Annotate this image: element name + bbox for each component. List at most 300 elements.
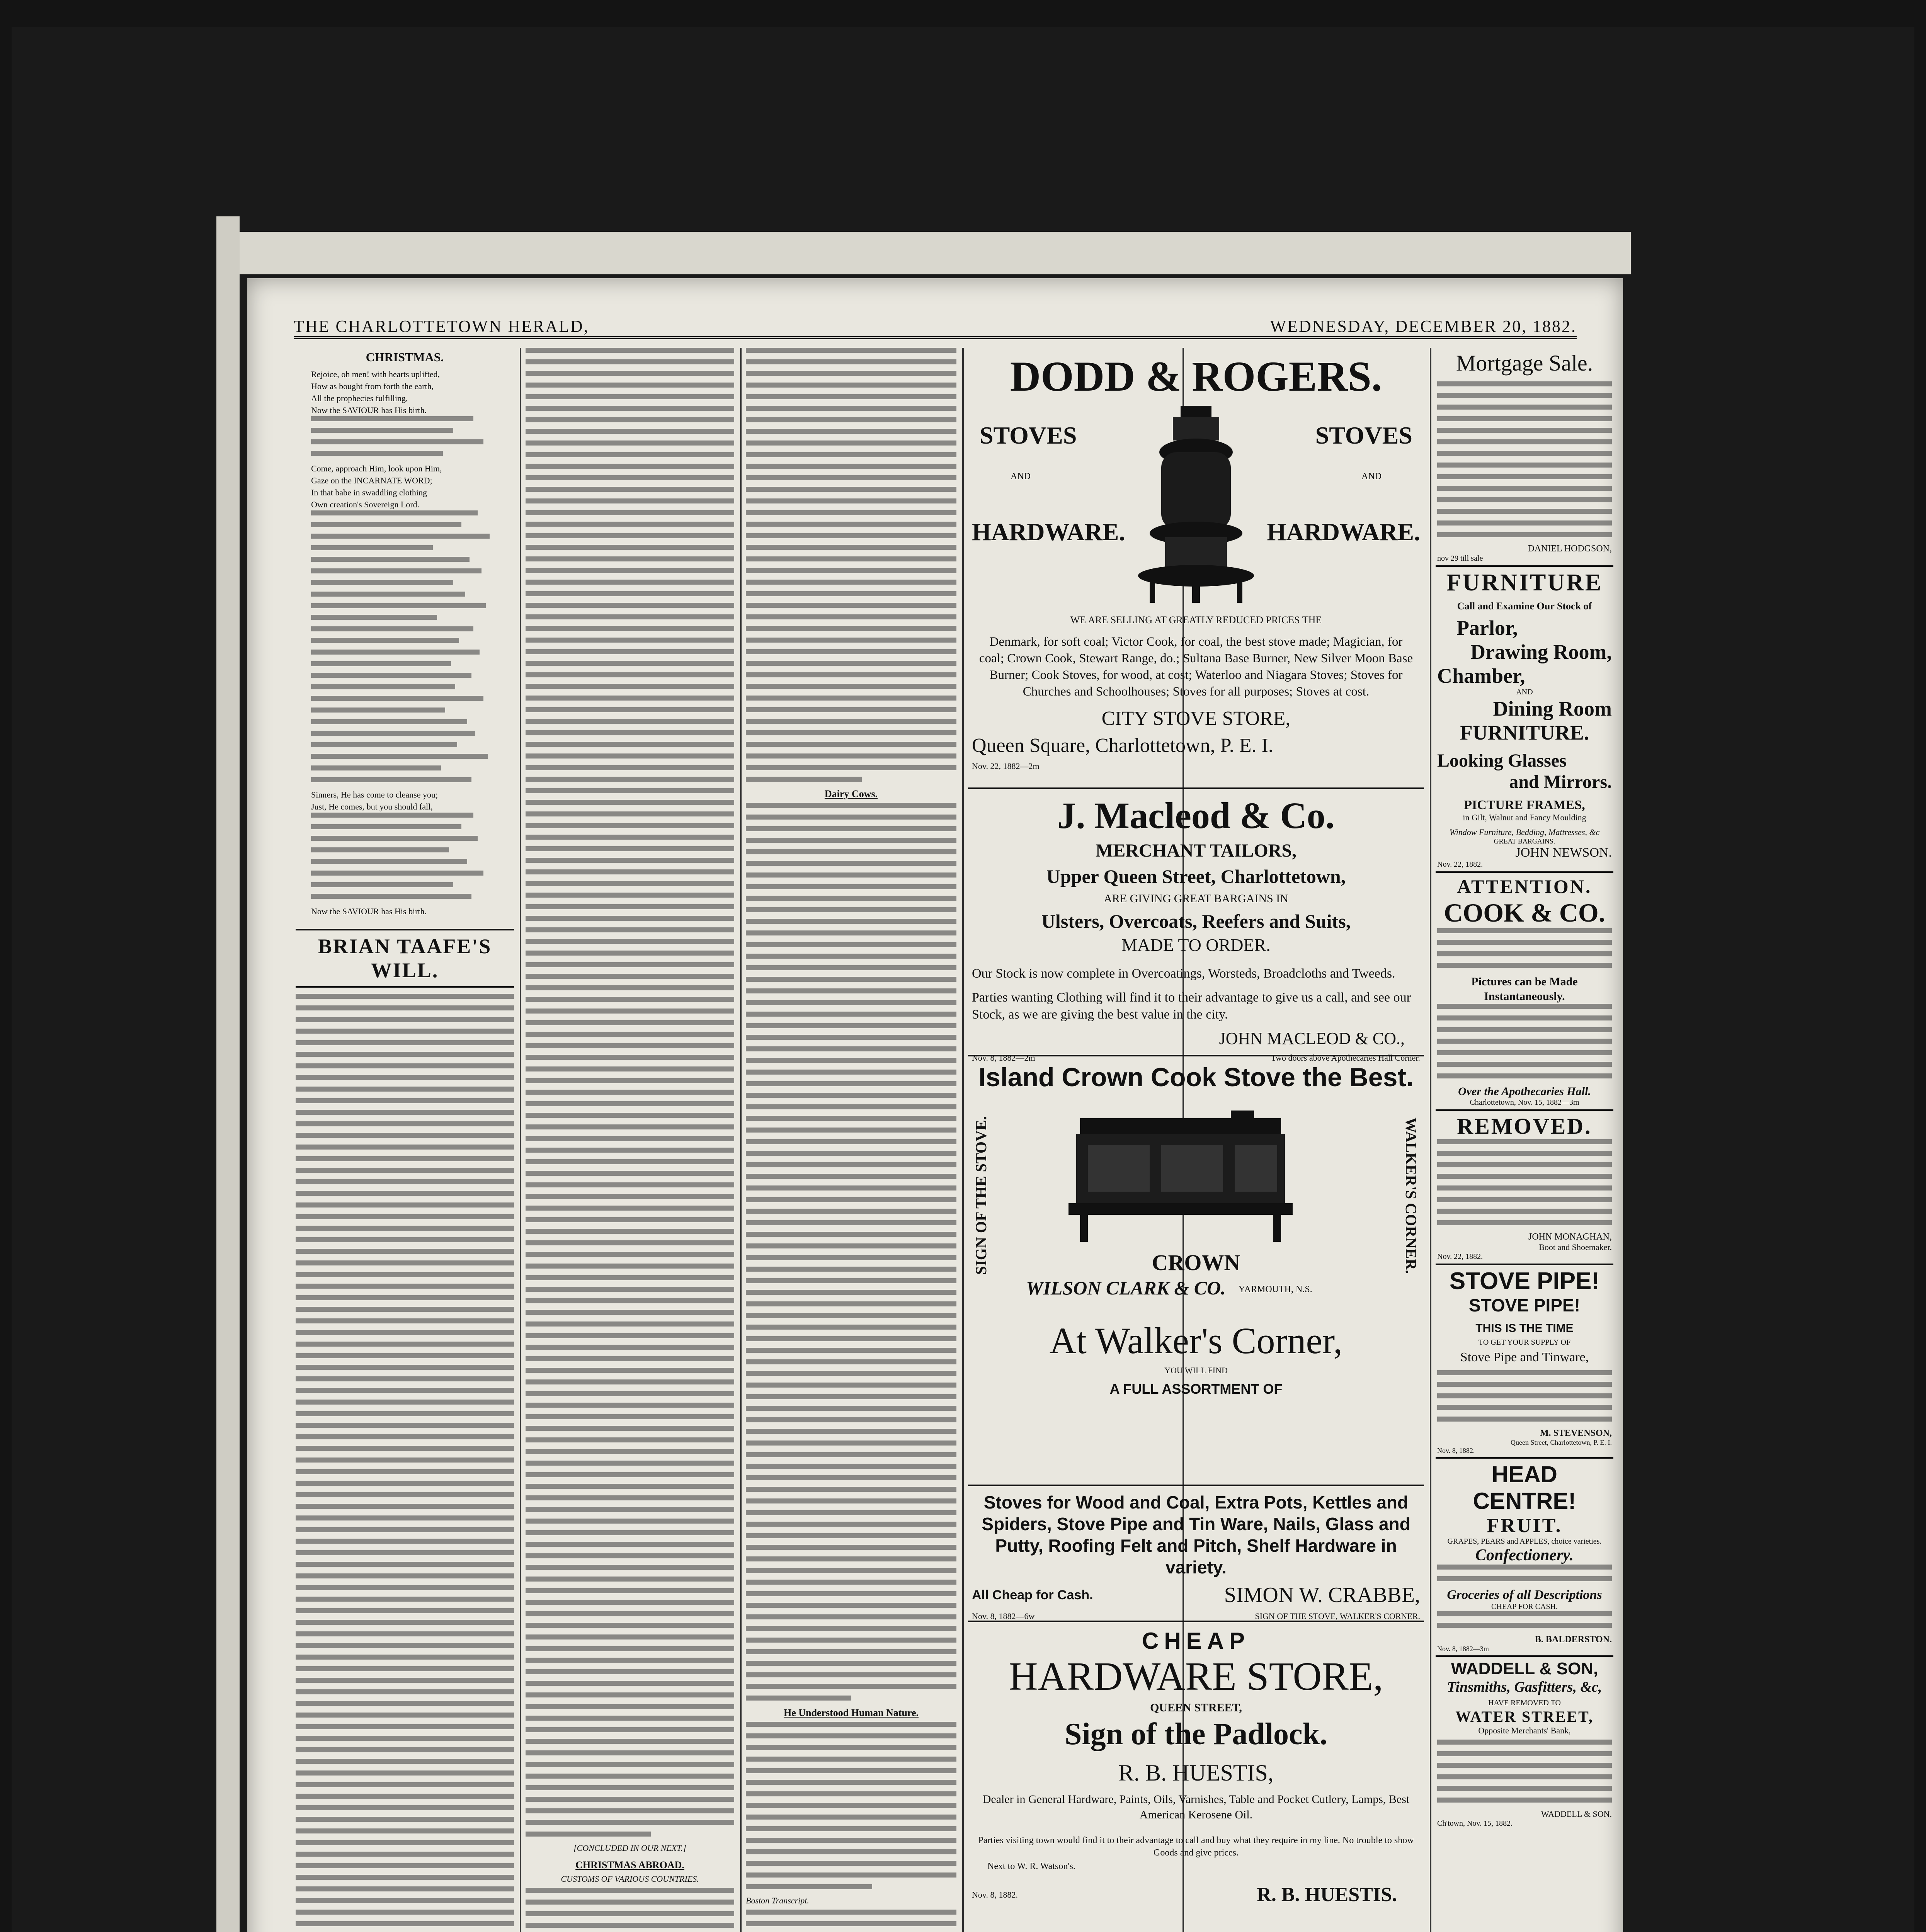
ad-side-right: WALKER'S CORNER. xyxy=(1402,1117,1420,1274)
text-line xyxy=(746,1139,956,1144)
text-line xyxy=(1437,1611,1612,1616)
text-line xyxy=(746,1921,956,1926)
text-line xyxy=(526,777,734,782)
text-line xyxy=(526,1403,734,1408)
article-credit: Boston Transcript. xyxy=(746,1896,809,1905)
text-line xyxy=(526,1159,734,1164)
ad-hardware-left: HARDWARE. xyxy=(972,518,1125,546)
text-line xyxy=(296,1794,514,1799)
poem-line: Rejoice, oh men! with hearts uplifted, xyxy=(311,369,440,379)
text-line xyxy=(296,1736,514,1741)
text-line xyxy=(311,603,486,608)
text-line xyxy=(526,1484,734,1489)
text-line xyxy=(296,1504,514,1509)
text-line xyxy=(526,1368,734,1373)
text-line xyxy=(526,1229,734,1234)
stove-place: YARMOUTH, N.S. xyxy=(1239,1284,1312,1294)
ad-giving: ARE GIVING GREAT BARGAINS IN xyxy=(1104,892,1288,905)
text-line xyxy=(1437,1151,1612,1156)
text-line xyxy=(746,1464,956,1469)
text-line xyxy=(311,847,449,852)
text-line xyxy=(526,522,734,527)
text-line xyxy=(526,614,734,619)
text-line xyxy=(526,846,734,851)
text-line xyxy=(296,1852,514,1857)
text-line xyxy=(526,811,734,816)
text-line xyxy=(526,1264,734,1269)
text-line xyxy=(311,534,490,539)
text-line xyxy=(296,1272,514,1277)
text-line xyxy=(526,684,734,689)
text-line xyxy=(746,1487,956,1492)
text-line xyxy=(746,603,956,608)
text-line xyxy=(746,498,956,503)
text-line xyxy=(746,1185,956,1190)
text-line xyxy=(296,1237,514,1242)
text-line xyxy=(311,545,433,550)
text-line xyxy=(746,1000,956,1005)
text-line xyxy=(296,1898,514,1903)
ad-and-right: AND xyxy=(1361,471,1382,481)
text-line xyxy=(526,487,734,492)
text-line xyxy=(526,672,734,677)
text-line xyxy=(526,719,734,724)
ad-note: Parties visiting town would find it to their advantage to call and buy what they require in my line. No trouble to show Goods and give prices. xyxy=(978,1835,1414,1858)
ad-made: MADE TO ORDER. xyxy=(1121,935,1271,955)
ad-title: COOK & CO. xyxy=(1444,898,1605,927)
text-line xyxy=(746,803,956,808)
text-line xyxy=(526,1321,734,1327)
text-line xyxy=(746,1768,956,1773)
text-line xyxy=(526,440,734,446)
text-line xyxy=(526,753,734,759)
ad-chamber: Chamber, xyxy=(1437,664,1525,687)
text-line xyxy=(1437,451,1612,456)
article-body xyxy=(746,1722,956,1889)
text-line xyxy=(746,1081,956,1086)
text-line xyxy=(746,1498,956,1503)
text-line xyxy=(526,464,734,469)
ad-parlor: Parlor, xyxy=(1456,616,1518,639)
ad-date: Nov. 22, 1882. xyxy=(1437,1252,1483,1261)
text-line xyxy=(526,1623,734,1628)
text-line xyxy=(296,1087,514,1092)
text-line xyxy=(296,1655,514,1660)
text-line xyxy=(746,1197,956,1202)
text-line xyxy=(526,371,734,376)
text-line xyxy=(311,568,482,573)
text-line xyxy=(746,394,956,399)
text-line xyxy=(526,1101,734,1106)
text-line xyxy=(296,1631,514,1636)
text-line xyxy=(296,1759,514,1764)
ad-date: Nov. 22, 1882—2m xyxy=(972,761,1040,771)
ad-find: YOU WILL FIND xyxy=(1164,1366,1228,1375)
poem-line: Gaze on the INCARNATE WORD; xyxy=(311,476,432,485)
text-line xyxy=(526,1774,734,1779)
cook-stove-illustration xyxy=(1045,1111,1324,1250)
text-line xyxy=(526,1414,734,1419)
text-line xyxy=(311,615,437,620)
text-line xyxy=(746,1580,956,1585)
text-line xyxy=(311,696,483,701)
text-line xyxy=(746,849,956,854)
text-line xyxy=(1437,1417,1612,1422)
text-line xyxy=(1437,1786,1612,1791)
text-line xyxy=(746,753,956,759)
ad-title: WADDELL & SON, xyxy=(1451,1659,1598,1678)
text-line xyxy=(746,1649,956,1654)
text-line xyxy=(296,1458,514,1463)
ad-name: JOHN NEWSON. xyxy=(1515,845,1612,860)
text-line xyxy=(746,1058,956,1063)
text-line xyxy=(296,1747,514,1752)
ad-fruit: FRUIT. xyxy=(1487,1515,1562,1537)
ad-address: Queen Square, Charlottetown, P. E. I. xyxy=(972,735,1273,757)
ad-items: Ulsters, Overcoats, Reefers and Suits, xyxy=(1041,910,1351,932)
text-line xyxy=(296,1875,514,1880)
newspaper-page xyxy=(247,278,1623,1932)
text-line xyxy=(311,731,475,736)
text-line xyxy=(746,742,956,747)
section-heading: CHRISTMAS ABROAD. xyxy=(575,1859,684,1871)
text-line xyxy=(526,800,734,805)
text-line xyxy=(311,871,483,876)
text-line xyxy=(526,1750,734,1755)
text-line xyxy=(296,1353,514,1358)
issue-date: WEDNESDAY, DECEMBER 20, 1882. xyxy=(1270,317,1577,336)
ad-glasses: Looking Glasses xyxy=(1437,750,1567,771)
text-line xyxy=(746,429,956,434)
text-line xyxy=(746,907,956,912)
ad-frames: PICTURE FRAMES, xyxy=(1464,798,1585,812)
text-line xyxy=(311,650,480,655)
text-line xyxy=(746,1336,956,1341)
text-line xyxy=(296,1063,514,1068)
text-line xyxy=(526,1832,651,1837)
section-heading: He Understood Human Nature. xyxy=(783,1707,919,1718)
text-line xyxy=(526,1461,734,1466)
poem-line: In that babe in swaddling clothing xyxy=(311,488,427,497)
ad-macleod xyxy=(968,789,1424,1063)
column-3 xyxy=(746,348,956,1932)
ad-date: nov 29 till sale xyxy=(1437,554,1483,563)
ad-title: Mortgage Sale. xyxy=(1456,350,1593,376)
text-line xyxy=(311,557,470,562)
text-line xyxy=(746,815,956,820)
text-line xyxy=(746,510,956,515)
text-line xyxy=(526,1808,734,1813)
text-line xyxy=(526,1437,734,1442)
concluded-note: [CONCLUDED IN OUR NEXT.] xyxy=(573,1843,686,1853)
text-line xyxy=(526,1716,734,1721)
ad-street: Upper Queen Street, Charlottetown, xyxy=(1046,866,1346,887)
text-line xyxy=(526,1009,734,1014)
ad-trade: Tinsmiths, Gasfitters, &c, xyxy=(1447,1679,1602,1695)
text-line xyxy=(746,568,956,573)
text-line xyxy=(1437,940,1612,945)
ad-date: Nov. 8, 1882—6w xyxy=(972,1611,1035,1621)
text-line xyxy=(1437,1162,1612,1167)
text-line xyxy=(746,1826,956,1831)
text-line xyxy=(526,545,734,550)
text-line xyxy=(526,1090,734,1095)
text-line xyxy=(1437,963,1612,968)
text-line xyxy=(296,1724,514,1729)
text-line xyxy=(1437,1027,1612,1032)
text-line xyxy=(526,1043,734,1048)
text-line xyxy=(1437,1197,1612,1202)
text-line xyxy=(311,777,471,782)
ad-cash: All Cheap for Cash. xyxy=(972,1587,1093,1602)
text-line xyxy=(296,1620,514,1625)
text-line xyxy=(746,475,956,480)
text-line xyxy=(526,626,734,631)
text-line xyxy=(526,1820,734,1825)
ad-furniture xyxy=(1436,567,1613,873)
text-line xyxy=(296,1376,514,1381)
ad-footer-2 xyxy=(972,1611,1420,1621)
text-line xyxy=(526,1449,734,1454)
text-line xyxy=(746,1209,956,1214)
text-line xyxy=(526,1217,734,1222)
text-line xyxy=(526,1078,734,1083)
ad-trade: Boot and Shoemaker. xyxy=(1539,1242,1612,1252)
text-line xyxy=(296,1434,514,1439)
text-line xyxy=(526,1577,734,1582)
ad-sign: WADDELL & SON. xyxy=(1541,1809,1612,1819)
ad-date: Nov. 8, 1882. xyxy=(972,1889,1018,1900)
text-line xyxy=(746,1174,956,1179)
ad-name: B. BALDERSTON. xyxy=(1535,1634,1612,1645)
text-line xyxy=(296,1005,514,1010)
text-line xyxy=(526,1923,734,1928)
text-line xyxy=(746,1672,956,1677)
ad-island-crown xyxy=(968,1056,1424,1486)
text-line xyxy=(1437,405,1612,410)
poem-line: Come, approach Him, look upon Him, xyxy=(311,464,442,473)
ad-footer xyxy=(972,1883,1420,1906)
text-line xyxy=(311,638,459,643)
text-line xyxy=(746,1533,956,1538)
text-line xyxy=(526,1646,734,1651)
ad-furniture2: FURNITURE. xyxy=(1460,721,1589,744)
text-line xyxy=(746,1023,956,1028)
text-line xyxy=(296,1318,514,1323)
text-line xyxy=(311,439,483,444)
text-line xyxy=(746,1838,956,1843)
ad-dining: Dining Room xyxy=(1493,697,1612,720)
text-line xyxy=(526,939,734,944)
text-line xyxy=(296,1121,514,1126)
text-line xyxy=(746,522,956,527)
ad-mortgage-sale xyxy=(1436,348,1613,567)
text-line xyxy=(746,707,956,712)
text-line xyxy=(311,626,473,631)
text-line xyxy=(311,719,467,724)
text-line xyxy=(1437,1220,1612,1225)
text-line xyxy=(296,1863,514,1868)
ad-address: Queen Street, Charlottetown, P. E. I. xyxy=(1511,1439,1612,1446)
stove-maker: WILSON CLARK & CO. xyxy=(1026,1277,1226,1299)
text-line xyxy=(526,1298,734,1303)
text-line xyxy=(311,754,488,759)
text-line xyxy=(526,962,734,967)
text-line xyxy=(746,1757,956,1762)
text-line xyxy=(746,1046,956,1051)
text-line xyxy=(296,1701,514,1706)
masthead xyxy=(294,309,1577,339)
ad-name: R. B. HUESTIS, xyxy=(1118,1760,1274,1786)
text-line xyxy=(746,838,956,843)
text-line xyxy=(746,1522,956,1527)
text-line xyxy=(746,626,956,631)
text-line xyxy=(746,1803,956,1808)
text-line xyxy=(746,1568,956,1573)
ad-title: REMOVED. xyxy=(1457,1114,1592,1139)
text-line xyxy=(296,1550,514,1555)
text-line xyxy=(296,1782,514,1787)
poem-line: Now the SAVIOUR has His birth. xyxy=(311,405,427,415)
text-line xyxy=(1437,1774,1612,1779)
text-line xyxy=(526,638,734,643)
section-heading: Dairy Cows. xyxy=(824,788,878,799)
text-line xyxy=(746,1128,956,1133)
text-line xyxy=(746,649,956,654)
text-line xyxy=(746,1104,956,1109)
text-line xyxy=(746,1406,956,1411)
text-line xyxy=(296,1307,514,1312)
column-1 xyxy=(296,348,514,1932)
text-line xyxy=(526,904,734,909)
text-line xyxy=(526,510,734,515)
text-line xyxy=(526,348,734,353)
text-line xyxy=(296,1597,514,1602)
ad-name: M. STEVENSON, xyxy=(1540,1428,1612,1438)
ad-next: Next to W. R. Watson's. xyxy=(987,1861,1075,1871)
text-line xyxy=(296,1226,514,1231)
text-line xyxy=(296,1562,514,1567)
underlying-page-top xyxy=(240,232,1631,274)
text-line xyxy=(526,985,734,990)
poem-title: CHRISTMAS. xyxy=(366,350,444,364)
text-line xyxy=(296,1260,514,1265)
text-line xyxy=(746,1070,956,1075)
text-line xyxy=(746,1162,956,1167)
text-line xyxy=(526,1495,734,1500)
text-line xyxy=(526,1066,734,1071)
text-line xyxy=(311,882,453,887)
text-line xyxy=(526,1658,734,1663)
ad-date: Nov. 8, 1882—2m xyxy=(972,1053,1035,1063)
text-line xyxy=(296,1817,514,1822)
text-line xyxy=(746,1661,956,1666)
text-line xyxy=(296,1284,514,1289)
text-line xyxy=(746,1591,956,1596)
ad-cash: CHEAP FOR CASH. xyxy=(1491,1602,1558,1611)
text-line xyxy=(746,719,956,724)
text-line xyxy=(746,1745,956,1750)
article-body xyxy=(526,1888,734,1932)
text-line xyxy=(296,1492,514,1497)
text-line xyxy=(296,1469,514,1474)
text-line xyxy=(746,417,956,422)
text-line xyxy=(1437,393,1612,398)
text-line xyxy=(746,1371,956,1376)
ad-title: STOVE PIPE! xyxy=(1449,1268,1600,1294)
text-line xyxy=(746,1684,956,1689)
text-line xyxy=(311,592,465,597)
text-line xyxy=(296,1133,514,1138)
ad-title: FURNITURE xyxy=(1446,570,1603,596)
text-line xyxy=(296,1168,514,1173)
text-line xyxy=(746,533,956,538)
text-line xyxy=(311,824,461,829)
text-line xyxy=(746,1035,956,1040)
text-line xyxy=(1437,474,1612,479)
text-line xyxy=(296,1075,514,1080)
column-6-ads xyxy=(1436,348,1613,1932)
article-body xyxy=(746,803,956,1701)
section-subheading: CUSTOMS OF VARIOUS COUNTRIES. xyxy=(561,1874,699,1884)
text-line xyxy=(526,1542,734,1547)
text-line xyxy=(1437,1576,1612,1581)
text-line xyxy=(296,1191,514,1196)
text-line xyxy=(311,813,473,818)
ad-items: Stove Pipe and Tinware, xyxy=(1460,1350,1589,1364)
ad-frames-sub: in Gilt, Walnut and Fancy Moulding xyxy=(1463,813,1586,822)
poem-line: Own creation's Sovereign Lord. xyxy=(311,500,420,509)
text-line xyxy=(296,1828,514,1833)
text-line xyxy=(746,884,956,889)
story-title: BRIAN TAAFE'S WILL. xyxy=(296,929,514,988)
text-line xyxy=(746,1696,851,1701)
story-body xyxy=(296,994,514,1932)
ad-body: Parties wanting Clothing will find it to their advantage to give us a call, and see our Stock, as we are giving the best value in the city. xyxy=(972,990,1411,1022)
underlying-page-edge xyxy=(216,216,240,1932)
text-line xyxy=(526,765,734,770)
text-line xyxy=(746,930,956,935)
text-line xyxy=(311,859,467,864)
text-line xyxy=(296,1481,514,1486)
text-line xyxy=(526,580,734,585)
text-line xyxy=(1437,428,1612,433)
text-line xyxy=(746,942,956,947)
text-line xyxy=(296,1029,514,1034)
ad-island-crown-continued xyxy=(968,1486,1424,1622)
text-line xyxy=(526,591,734,596)
ad-title: HARDWARE STORE, xyxy=(1009,1654,1383,1699)
text-line xyxy=(296,1110,514,1115)
text-line xyxy=(296,1214,514,1219)
text-line xyxy=(296,1678,514,1683)
text-line xyxy=(526,858,734,863)
text-line xyxy=(746,1429,956,1434)
text-line xyxy=(526,1136,734,1141)
text-line xyxy=(296,1515,514,1520)
text-line xyxy=(746,1301,956,1306)
ad-name: SIMON W. CRABBE, xyxy=(1224,1583,1420,1607)
ad-dodd-rogers xyxy=(968,348,1424,789)
ad-window: Window Furniture, Bedding, Mattresses, &c xyxy=(1449,827,1600,837)
text-line xyxy=(296,1145,514,1150)
text-line xyxy=(746,1348,956,1353)
text-line xyxy=(526,823,734,828)
text-line xyxy=(526,893,734,898)
text-line xyxy=(746,591,956,596)
ad-name: JOHN MONAGHAN, xyxy=(1528,1232,1612,1242)
ad-opposite: Opposite Merchants' Bank, xyxy=(1478,1726,1571,1735)
